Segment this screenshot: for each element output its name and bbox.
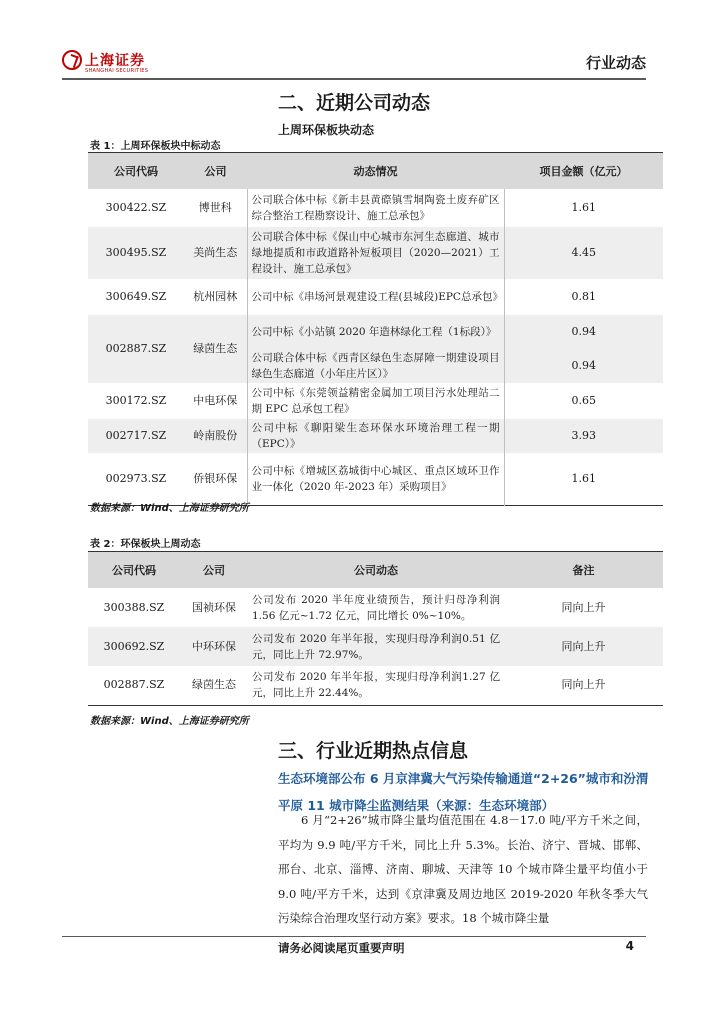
table2-caption: 表 2：环保板块上周动态 xyxy=(90,539,201,550)
table-row xyxy=(88,588,663,627)
cell-company: 绿茵生态 xyxy=(192,678,236,692)
cell-note: 同向上升 xyxy=(504,627,663,666)
cell-company: 博世科 xyxy=(198,201,232,214)
table-header: 公司 xyxy=(184,153,247,190)
cell-desc: 公司中标《增城区荔城街中心城区、重点区域环卫作业一体化（2020 年-2023 年）采购项目》 xyxy=(247,453,504,505)
cell-code: 300649.SZ xyxy=(105,290,167,303)
cell-code: 300172.SZ xyxy=(105,394,167,407)
table-row xyxy=(88,227,663,279)
table-row xyxy=(88,419,663,453)
cell-amount: 0.94 xyxy=(504,349,663,383)
table-row xyxy=(88,315,663,349)
cell-amount: 0.81 xyxy=(571,290,596,303)
table2 xyxy=(88,551,663,706)
cell-company: 国祯环保 xyxy=(192,600,236,614)
cell-code: 002887.SZ xyxy=(88,315,184,383)
cell-desc: 公司联合体中标《西青区绿色生态屏障一期建设项目绿色生态廊道（小年庄片区）》 xyxy=(247,349,504,383)
section-title: 三、行业近期热点信息 xyxy=(278,740,469,762)
table-row xyxy=(88,279,663,315)
cell-code: 300692.SZ xyxy=(88,627,180,666)
cell-desc: 公司发布 2020 半年度业绩预告，预计归母净利润 1.56 亿元~1.72 亿元，同比增长 0%~10%。 xyxy=(252,593,500,622)
cell-desc: 公司发布 2020 年半年报，实现归母净利润0.51 亿元，同比上升 72.97%。 xyxy=(248,627,504,666)
table-row xyxy=(88,383,663,419)
logo-subtext: SHANGHAI SECURITIES xyxy=(85,68,149,74)
cell-company: 美尚生态 xyxy=(184,227,247,279)
cell-desc: 公司联合体中标《保山中心城市东河生态廊道、城市绿地提质和市政道路补短板项目（2020—2021）工程设计、施工总承包》 xyxy=(247,227,504,279)
cell-desc: 公司中标《东莞领益精密金属加工项目污水处理站二期 EPC 总承包工程》 xyxy=(247,383,504,419)
cell-code: 300495.SZ xyxy=(88,227,184,279)
cell-desc: 公司中标《串场河景观建设工程(县城段)EPC总承包》 xyxy=(247,279,504,315)
table-row xyxy=(88,453,663,505)
company-logo xyxy=(62,50,149,76)
table1 xyxy=(88,152,663,506)
section-subtitle: 上周环保板块动态 xyxy=(278,123,375,137)
cell-amount: 0.94 xyxy=(504,315,663,349)
logo-text: 上海证券 xyxy=(85,53,145,69)
section-title: 二、近期公司动态 xyxy=(278,92,431,114)
header-category: 行业动态 xyxy=(585,54,646,72)
table-row xyxy=(88,627,663,666)
cell-amount: 0.65 xyxy=(571,394,596,407)
cell-amount: 3.93 xyxy=(504,419,663,453)
header-divider xyxy=(62,78,646,80)
cell-desc: 公司发布 2020 年半年报，实现归母净利润1.27 亿元，同比上升 22.44%。 xyxy=(252,671,500,700)
cell-company: 中电环保 xyxy=(193,394,238,407)
cell-company: 侨银环保 xyxy=(193,471,238,485)
cell-company: 绿茵生态 xyxy=(184,315,247,383)
footer-disclaimer: 请务必阅读尾页重要声明 xyxy=(278,941,405,955)
table-row xyxy=(88,666,663,705)
cell-amount: 1.61 xyxy=(571,201,596,214)
cell-desc: 公司中标《小站镇 2020 年造林绿化工程（1标段）》 xyxy=(247,315,504,349)
cell-company: 中环环保 xyxy=(180,627,248,666)
cell-company: 岭南股份 xyxy=(184,419,247,453)
logo-icon xyxy=(62,50,82,70)
table1-caption: 表 1：上周环保板块中标动态 xyxy=(90,141,221,152)
cell-code: 002973.SZ xyxy=(105,471,167,485)
page-number: 4 xyxy=(625,939,634,953)
cell-amount: 1.61 xyxy=(571,471,596,485)
cell-desc: 公司中标《聊阳梁生态环保水环境治理工程一期（EPC）》 xyxy=(247,419,504,453)
footer-divider xyxy=(62,936,646,937)
cell-amount: 4.45 xyxy=(504,227,663,279)
cell-note: 同向上升 xyxy=(561,600,606,614)
cell-note: 同向上升 xyxy=(561,678,606,692)
cell-code: 300388.SZ xyxy=(103,600,165,614)
table-row xyxy=(88,189,663,227)
table-header: 项目金额（亿元） xyxy=(504,153,663,190)
table-header: 公司代码 xyxy=(88,552,180,589)
table-header: 公司 xyxy=(180,552,248,589)
table-header: 公司代码 xyxy=(88,153,184,190)
cell-company: 杭州园林 xyxy=(193,290,238,303)
cell-code: 002717.SZ xyxy=(88,419,184,453)
table-header: 动态情况 xyxy=(247,153,504,190)
table-header: 备注 xyxy=(504,552,663,589)
cell-code: 002887.SZ xyxy=(103,678,165,692)
cell-desc: 公司联合体中标《新丰县黄磜镇雪垌陶瓷土废弃矿区综合整治工程勘察设计、施工总承包》 xyxy=(247,189,504,227)
cell-code: 300422.SZ xyxy=(105,201,167,214)
table-header: 公司动态 xyxy=(248,552,504,589)
news-paragraph: 6 月“2+26”城市降尘量均值范围在 4.8－17.0 吨/平方千米之间，平均为 9.9 吨/平方千米，同比上升 5.3%。长治、济宁、晋城、邯郸、邢台、北京、淄博、济南、聊城、天津等 10 个城市降尘量平均值小于 9.0 吨/平方千米，达到《京津冀及周边地区 2019-2020 年秋冬季大气污染综合治理攻坚行动方案》要求。18 个城市降尘量 xyxy=(278,813,648,925)
table2-source: 数据来源：Wind、上海证券研究所 xyxy=(90,716,249,727)
news-headline: 生态环境部公布 6 月京津冀大气污染传输通道“2+26”城市和汾渭平原 11 城市降尘监测结果（来源：生态环境部） xyxy=(278,771,649,813)
table1-source: 数据来源：Wind、上海证券研究所 xyxy=(90,503,249,514)
